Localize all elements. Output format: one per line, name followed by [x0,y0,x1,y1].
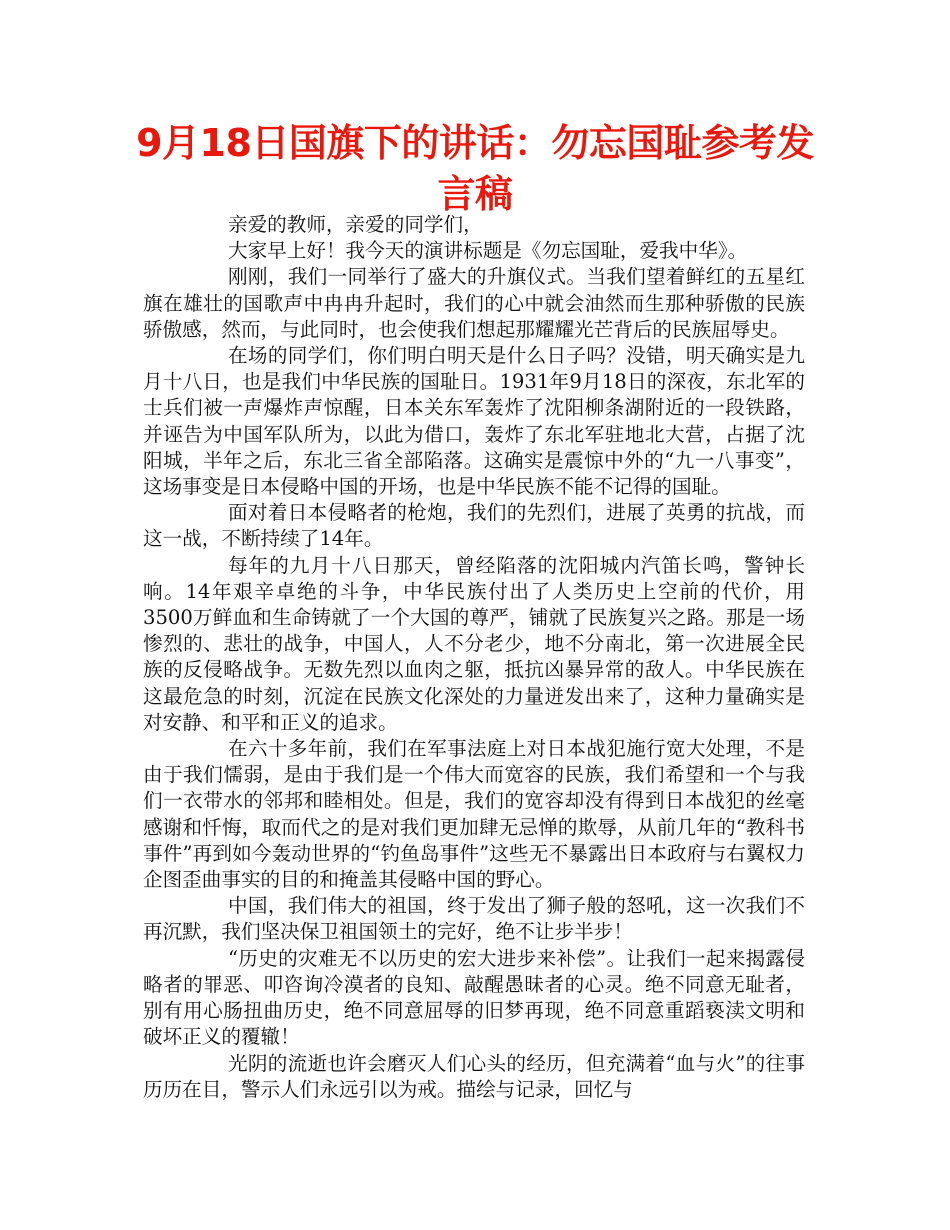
paragraph-resistance: 面对着日本侵略者的枪炮，我们的先烈们，进展了英勇的抗战，而这一战，不断持续了14年。 [143,501,805,551]
paragraph-fourteen-years: 每年的九月十八日那天，曾经陷落的沈阳城内汽笛长鸣，警钟长响。14年艰辛卓绝的斗争，中华民族付出了人类历史上空前的代价，用3500万鲜血和生命铸就了一个大国的尊严，铺就了民族复兴之路。那是一场惨烈的、悲壮的战争，中国人，人不分老少，地不分南北，第一次进展全民族的反侵略战争。无数先烈以血肉之躯，抵抗凶暴异常的敌人。中华民族在这最危急的时刻，沉淀在民族文化深处的力量迸发出来了，这种力量确实是对安静、和平和正义的追求。 [143,553,805,734]
paragraph-tolerance: 在六十多年前，我们在军事法庭上对日本战犯施行宽大处理，不是由于我们懦弱，是由于我们是一个伟大而宽容的民族，我们希望和一个与我们一衣带水的邻邦和睦相处。但是，我们的宽容却没有得到日本战犯的丝毫感谢和忏悔，取而代之的是对我们更加肆无忌惮的欺辱，从前几年的“教科书事件”再到如今轰动世界的“钓鱼岛事件”这些无不暴露出日本政府与右翼权力企图歪曲事实的目的和掩盖其侵略中国的野心。 [143,737,805,892]
paragraph-greeting: 大家早上好！我今天的演讲标题是《勿忘国耻，爱我中华》。 [228,239,748,263]
paragraph-flag-ceremony: 刚刚，我们一同举行了盛大的升旗仪式。当我们望着鲜红的五星红旗在雄壮的国歌声中冉冉升起时，我们的心中就会油然而生那种骄傲的民族骄傲感，然而，与此同时，也会使我们想起那耀耀光芒背后的民族屈辱史。 [143,265,805,341]
paragraph-september-18: 在场的同学们，你们明白明天是什么日子吗？没错，明天确实是九月十八日，也是我们中华民族的国耻日。1931年9月18日的深夜，东北军的士兵们被一声爆炸声惊醒，日本关东军轰炸了沈阳柳条湖附近的一段铁路，并诬告为中国军队所为，以此为借口，轰炸了东北军驻地北大营，占据了沈阳城，半年之后，东北三省全部陷落。这确实是震惊中外的“九一八事变”，这场事变是日本侵略中国的开场，也是中华民族不能不记得的国耻。 [143,344,805,499]
paragraph-history-quote: “历史的灾难无不以历史的宏大进步来补偿”。让我们一起来揭露侵略者的罪恶、叩咨询冷漠者的良知、敲醒愚昧者的心灵。绝不同意无耻者，别有用心肠扭曲历史，绝不同意屈辱的旧梦再现，绝不同意重蹈亵渎文明和破坏正义的覆辙！ [143,946,805,1049]
document-title: 9月18日国旗下的讲话：勿忘国耻参考发言稿 [136,121,814,216]
paragraph-memory: 光阴的流逝也许会磨灭人们心头的经历，但充满着“血与火”的往事历历在目，警示人们永远引以为戒。描绘与记录，回忆与 [143,1051,805,1101]
paragraph-motherland: 中国，我们伟大的祖国，终于发出了狮子般的怒吼，这一次我们不再沉默，我们坚决保卫祖国领土的完好，绝不让步半步！ [143,894,805,944]
document-body [143,212,805,1103]
paragraph-salutation: 亲爱的教师，亲爱的同学们， [228,213,483,236]
